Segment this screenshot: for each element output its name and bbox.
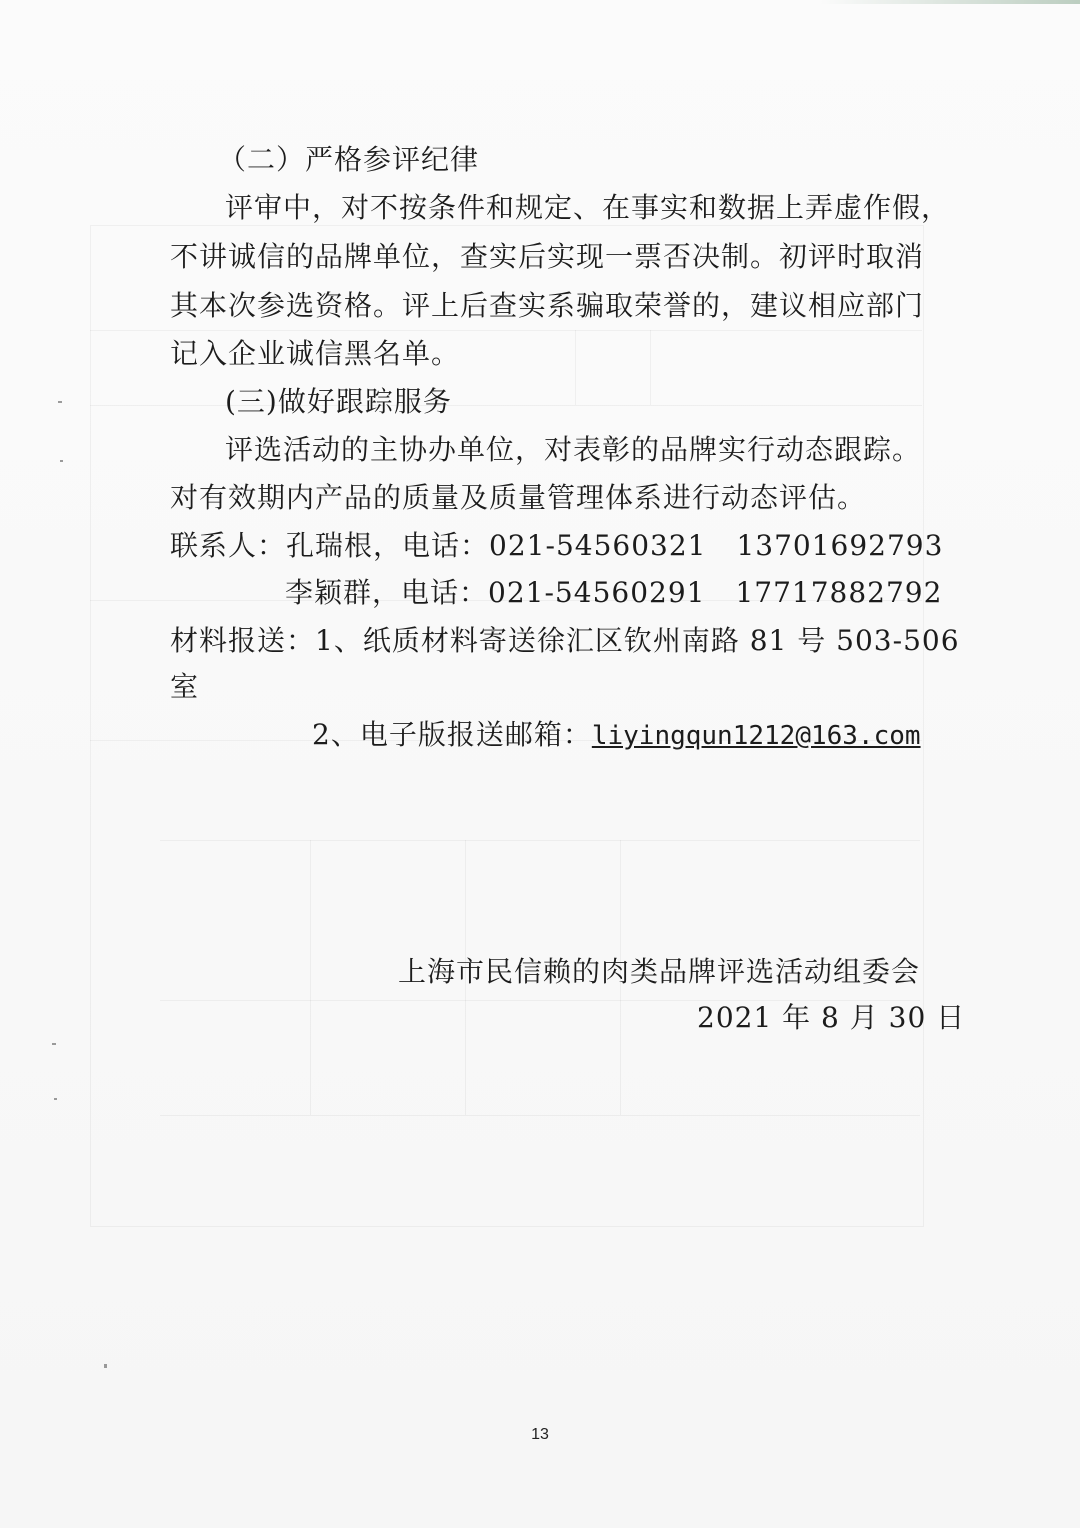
paragraph-line: 其本次参选资格。评上后查实系骗取荣誉的，建议相应部门 <box>170 289 925 322</box>
materials-postal: 1、纸质材料寄送徐汇区钦州南路 81 号 503-506 <box>315 624 960 657</box>
paragraph-line: 不讲诚信的品牌单位，查实后实现一票否决制。初评时取消 <box>170 240 925 273</box>
bleed-through-rule <box>310 840 311 1115</box>
binding-mark <box>58 401 62 403</box>
contact-name: 孔瑞根 <box>286 529 374 562</box>
materials-email-row <box>312 715 921 756</box>
bleed-through-rule <box>90 405 922 406</box>
paragraph-line: 记入企业诚信黑名单。 <box>170 337 461 370</box>
contact-mobile: 17717882792 <box>735 576 943 609</box>
section-heading-discipline: （二）严格参评纪律 <box>218 143 480 176</box>
document-date: 2021 年 8 月 30 日 <box>697 1001 966 1034</box>
contact-phone: 021-54560321 <box>489 529 707 562</box>
contact-row <box>170 526 943 566</box>
contact-mobile: 13701692793 <box>736 529 944 562</box>
bleed-through-rule <box>160 840 920 841</box>
contact-phone-label: ，电话： <box>372 576 489 609</box>
bleed-through-rule <box>575 330 576 405</box>
bleed-through-rule <box>650 330 651 405</box>
page-number: 13 <box>531 1426 549 1443</box>
section-heading-tracking: (三)做好跟踪服务 <box>225 385 452 418</box>
contact-phone: 021-54560291 <box>488 576 706 609</box>
paragraph-line: 评审中，对不按条件和规定、在事实和数据上弄虚作假， <box>225 191 951 224</box>
materials-row-cont: 室 <box>170 670 200 703</box>
materials-row <box>170 621 960 661</box>
contact-label: 联系人： <box>170 529 287 562</box>
binding-mark <box>52 1043 56 1045</box>
scan-edge-mark <box>820 0 1080 4</box>
paragraph-line: 对有效期内产品的质量及质量管理体系进行动态评估。 <box>170 481 867 514</box>
materials-email-label: 2、电子版报送邮箱： <box>312 718 592 751</box>
materials-label: 材料报送： <box>170 624 316 657</box>
contact-phone-label: ，电话： <box>373 529 490 562</box>
binding-mark <box>54 1098 57 1100</box>
organization-signature: 上海市民信赖的肉类品牌评选活动组委会 <box>398 955 921 988</box>
email-link[interactable]: liyingqun1212@163.com <box>591 721 921 751</box>
binding-mark <box>104 1364 107 1368</box>
paragraph-line: 评选活动的主协办单位，对表彰的品牌实行动态跟踪。 <box>225 433 922 466</box>
contact-name: 李颖群 <box>285 576 373 609</box>
contact-row <box>285 573 942 613</box>
bleed-through-rule <box>160 1115 920 1116</box>
bleed-through-rule <box>90 330 922 331</box>
binding-mark <box>60 460 63 462</box>
